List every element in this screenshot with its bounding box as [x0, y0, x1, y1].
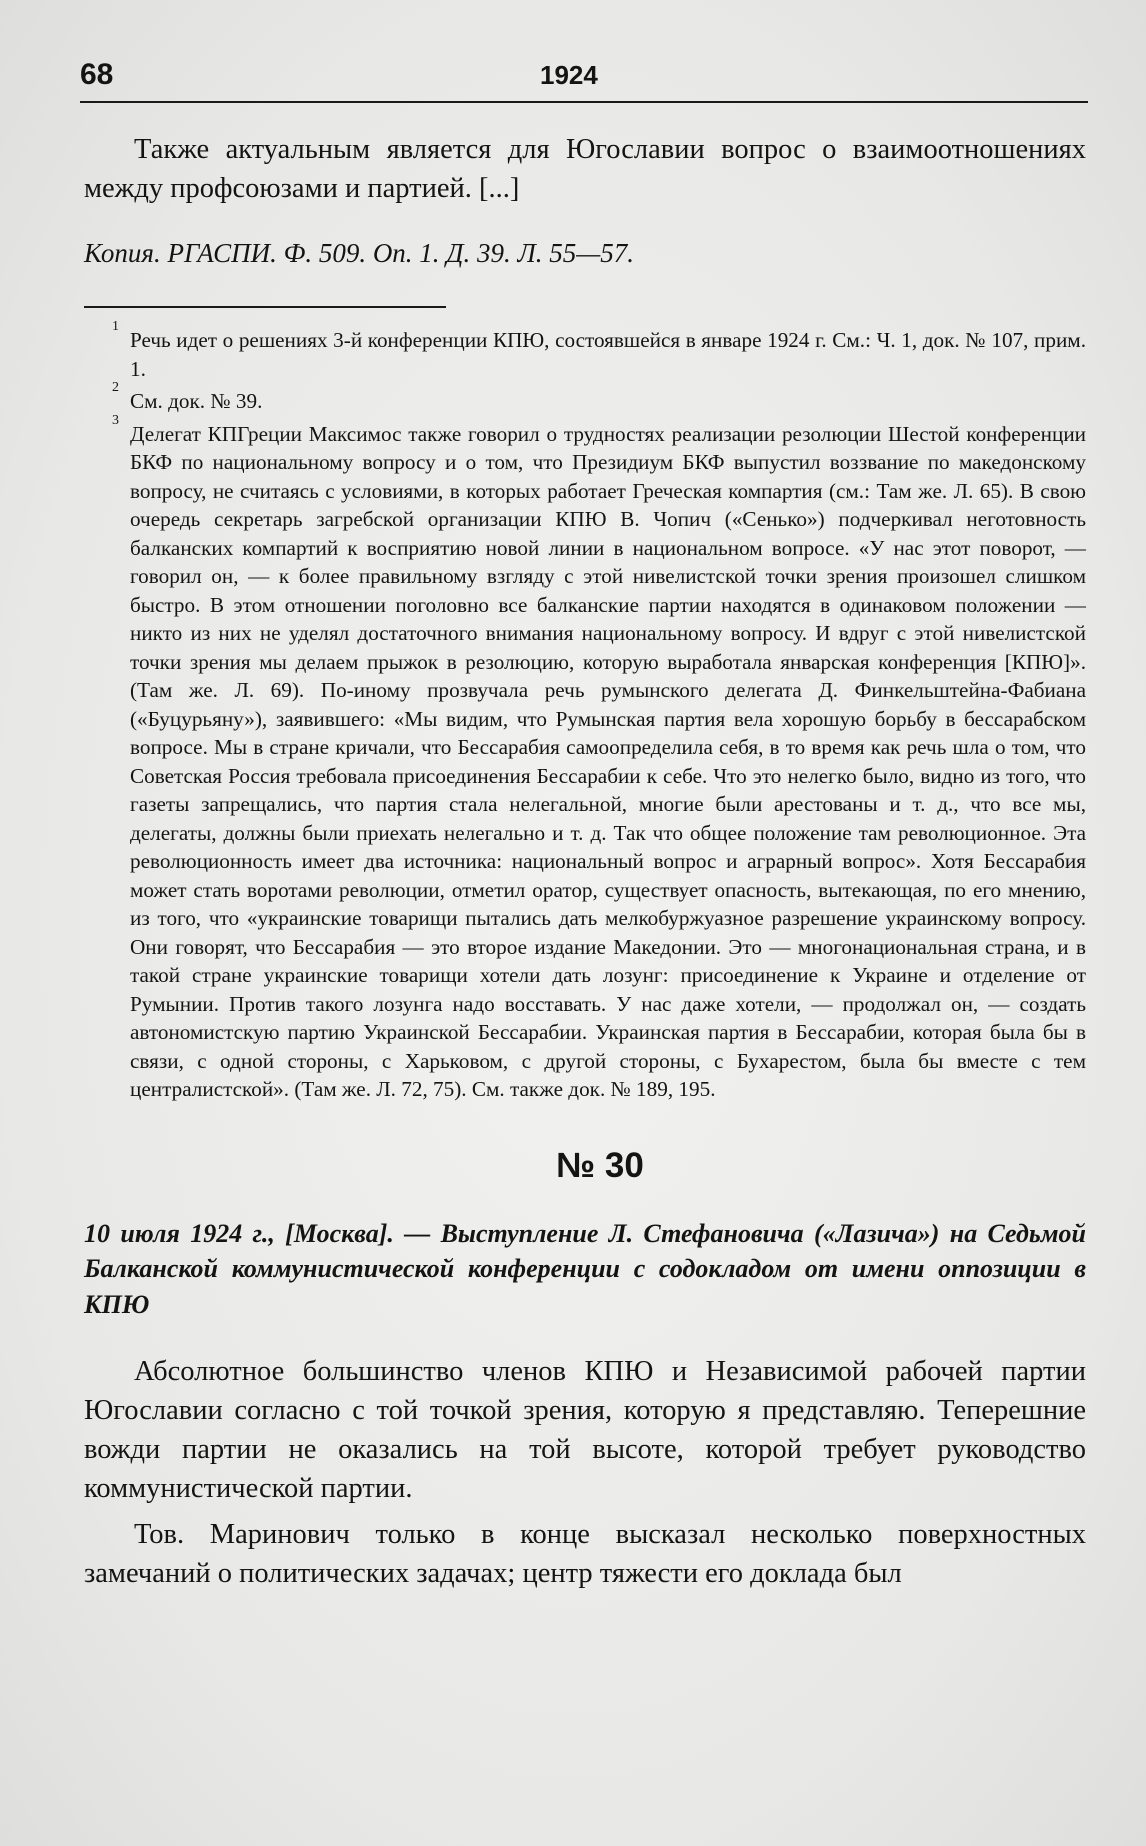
footnote-1 — [112, 319, 1086, 383]
footnote-rule — [84, 306, 446, 308]
footnote-marker: 1 — [112, 319, 119, 334]
footnote-text: См. док. № 39. — [130, 389, 263, 413]
footnote-marker: 3 — [112, 412, 119, 428]
footnote-text: Речь идет о решениях 3-й конференции КПЮ, состоявшейся в январе 1924 г. См.: Ч. 1, док. № 107, прим. 1. — [130, 328, 1086, 381]
footnote-marker: 2 — [112, 380, 119, 395]
footnote-2 — [112, 380, 1086, 416]
footnote-3 — [112, 412, 1086, 1104]
running-header — [80, 58, 1088, 102]
archive-reference: Копия. РГАСПИ. Ф. 509. Оп. 1. Д. 39. Л. 55—57. — [84, 238, 635, 268]
intro-paragraph: Также актуальным является для Югославии вопрос о взаимоотношениях между профсоюзами и партией. [...] — [84, 134, 1086, 204]
page-number: 68 — [80, 58, 114, 91]
running-year: 1924 — [540, 60, 598, 90]
document-number: № 30 — [556, 1145, 644, 1185]
document-paragraph: Тов. Маринович только в конце высказал несколько поверхностных замечаний о политических задачах; центр тяжести его доклада был — [84, 1519, 1086, 1589]
footnote-text: Делегат КПГреции Максимос также говорил о трудностях реализации резолюции Шестой конференции БКФ по национальному вопросу и о том, что Президиум БКФ выпустил воззвание по македонскому вопросу, не считаясь с условиями, в которых работает Греческая компартия (см.: Там же. Л. 65). В свою очередь секретарь загребской организации КПЮ В. Чопич («Сенько») подчеркивал неготовность балканских компартий к восприятию новой линии в национальном вопросе. «У нас этот поворот, — говорил он, — к более правильному взгляду с этой нивелистской точки зрения произошел слишком быстро. В этом отношении поголовно все балканские партии находятся в одинаковом положении — никто из них не уделял достаточного внимания национальному вопросу. И вдруг с этой нивелистской точки зрения мы делаем прыжок в резолюцию, которую выработала январская конференция [КПЮ]». (Там же. Л. 69). По-иному прозвучала речь румынского делегата Д. Финкельштейна-Фабиана («Буцурьяну»), заявившего: «Мы видим, что Румынская партия вела хорошую борьбу в бессарабском вопросе. Мы в стране кричали, что Бессарабия самоопределила себя, в то время как речь шла о том, что Советская Россия требовала присоединения Бессарабии к себе. Что это нелегко было, видно из того, что газеты запрещались, что партия стала нелегальной, многие были арестованы и т. д., что все мы, делегаты, должны были приехать нелегально и т. д. Так что общее положение там революционное. Эта революционность имеет два источника: национальный вопрос и аграрный вопрос». Хотя Бессарабия может стать воротами революции, отметил оратор, существует опасность, вытекающая, по его мнению, из того, что «украинские товарищи пытались дать мелкобуржуазное разрешение украинскому вопросу. Они говорят, что Бессарабия — это второе издание Македонии. Это — многонациональная страна, и в такой стране украинские товарищи хотели дать лозунг: присоединение к Украине и отделение от Румынии. Против такого лозунга надо восставать. У нас даже хотели, — продолжал он, — создать автономистскую партию Украинской Бессарабии. Украинская партия в Бессарабии, которая была бы в связи, с одной стороны, с Харьковом, с другой стороны, с Бухарестом, была бы вместе с тем централистской». (Там же. Л. 72, 75). См. также док. № 189, 195. — [130, 421, 1086, 1101]
footnotes — [112, 319, 1086, 1104]
document-paragraph: Абсолютное большинство членов КПЮ и Независимой рабочей партии Югославии согласно с той точкой зрения, которую я представляю. Теперешние вожди партии не оказались на той высоте, которой требует руководство коммунистической партии. — [84, 1356, 1086, 1504]
document-heading: 10 июля 1924 г., [Москва]. — Выступление Л. Стефановича («Лазича») на Седьмой Балканской коммунистической конференции с содокладом от имени оппозиции в КПЮ — [84, 1218, 1086, 1319]
header-rule — [80, 101, 1088, 103]
page-content — [84, 130, 1086, 1600]
